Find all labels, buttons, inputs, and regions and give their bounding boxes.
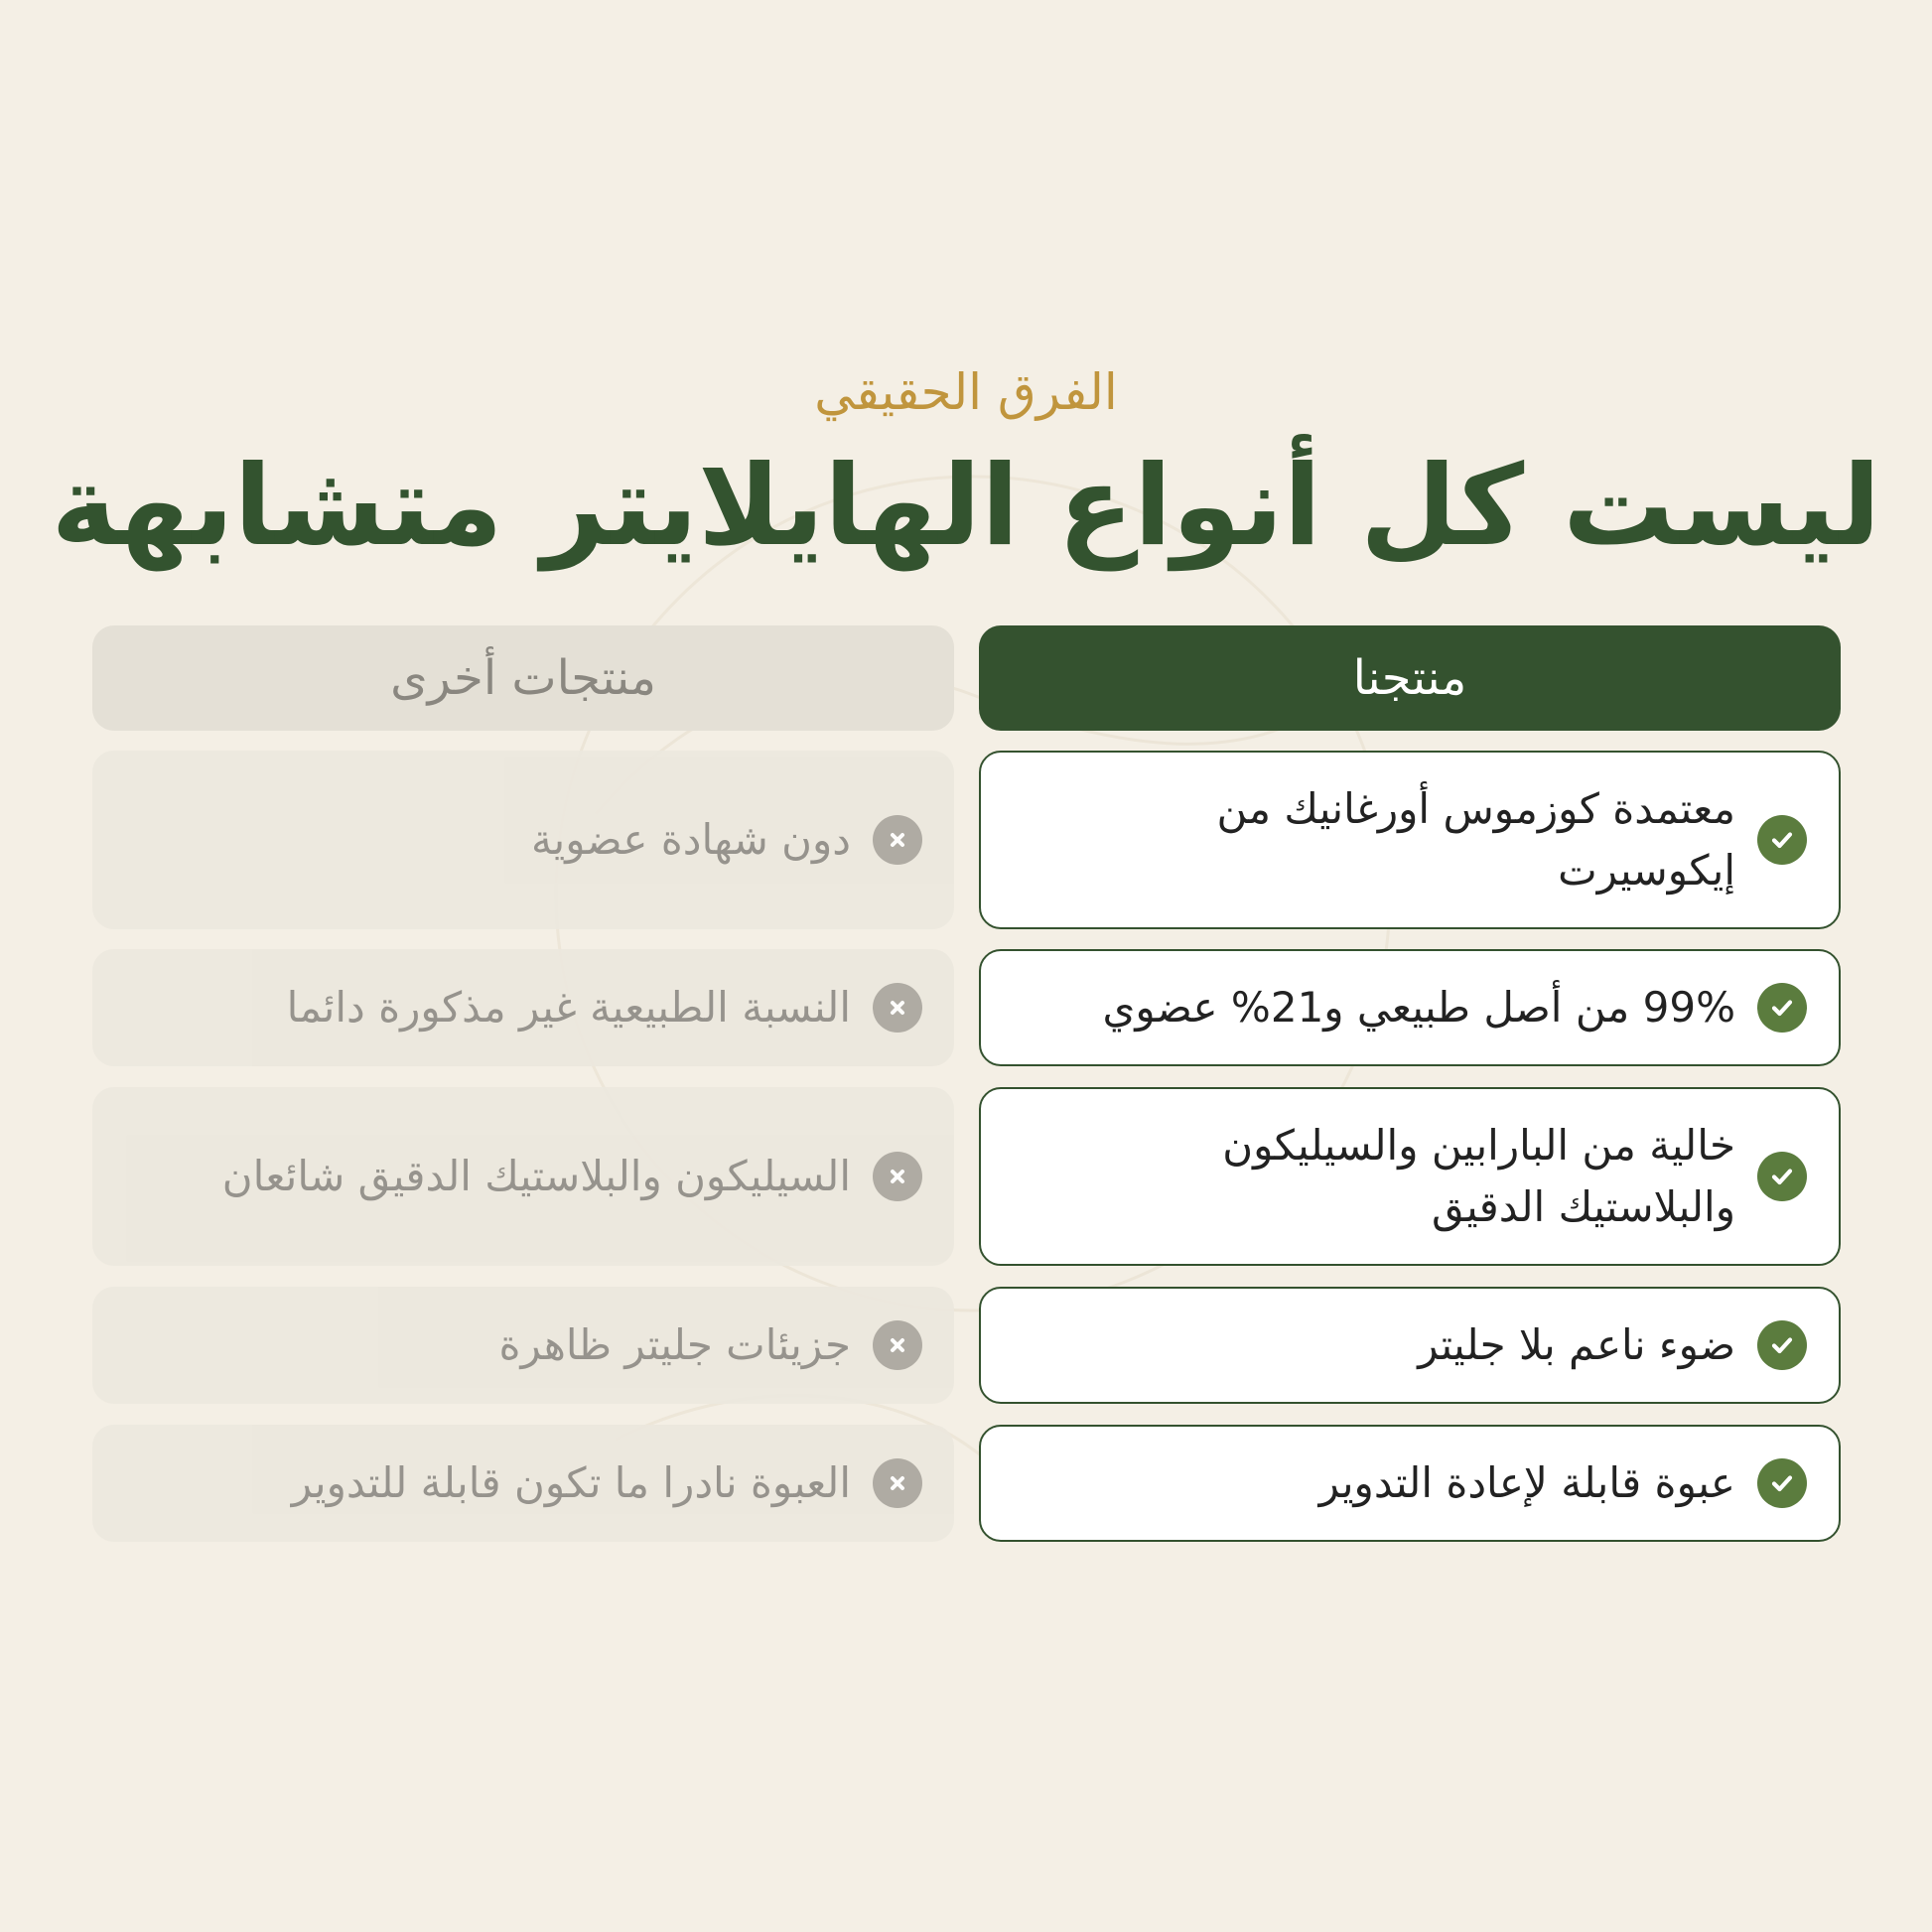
page-title: ليست كل أنواع الهايلايتر متشابهة	[51, 442, 1881, 571]
comparison-row-ours	[979, 751, 1841, 929]
comparison-row-others	[92, 1087, 954, 1266]
comparison-row-others	[92, 751, 954, 929]
feature-text: خالية من البارابين والسيليكون والبلاستيك الدقيق	[1222, 1121, 1735, 1231]
check-icon	[1757, 815, 1807, 865]
feature-text: السيليكون والبلاستيك الدقيق شائعان	[221, 1152, 851, 1200]
comparison-row-ours	[979, 949, 1841, 1066]
feature-text: جزيئات جليتر ظاهرة	[498, 1320, 851, 1369]
column-header-ours: منتجنا	[979, 625, 1841, 731]
column-header-others: منتجات أخرى	[92, 625, 954, 731]
feature-text: دون شهادة عضوية	[531, 815, 851, 864]
x-icon	[873, 815, 922, 865]
check-icon	[1757, 1152, 1807, 1201]
comparison-row-others	[92, 1425, 954, 1542]
check-icon	[1757, 1320, 1807, 1370]
x-icon	[873, 983, 922, 1033]
feature-text: النسبة الطبيعية غير مذكورة دائما	[286, 983, 851, 1032]
check-icon	[1757, 1458, 1807, 1508]
x-icon	[873, 1458, 922, 1508]
feature-text: ضوء ناعم بلا جليتر	[1418, 1320, 1735, 1369]
comparison-row-others	[92, 1287, 954, 1404]
comparison-row-others	[92, 949, 954, 1066]
comparison-row-ours	[979, 1087, 1841, 1266]
feature-text: عبوة قابلة لإعادة التدوير	[1318, 1458, 1735, 1507]
feature-text: معتمدة كوزموس أورغانيك من إيكوسيرت	[1216, 784, 1735, 895]
feature-text: 99% من أصل طبيعي و21% عضوي	[1102, 983, 1735, 1032]
comparison-row-ours	[979, 1425, 1841, 1542]
comparison-row-ours	[979, 1287, 1841, 1404]
feature-text: العبوة نادرا ما تكون قابلة للتدوير	[291, 1458, 851, 1507]
x-icon	[873, 1320, 922, 1370]
x-icon	[873, 1152, 922, 1201]
eyebrow-text: الفرق الحقيقي	[814, 363, 1118, 421]
check-icon	[1757, 983, 1807, 1033]
